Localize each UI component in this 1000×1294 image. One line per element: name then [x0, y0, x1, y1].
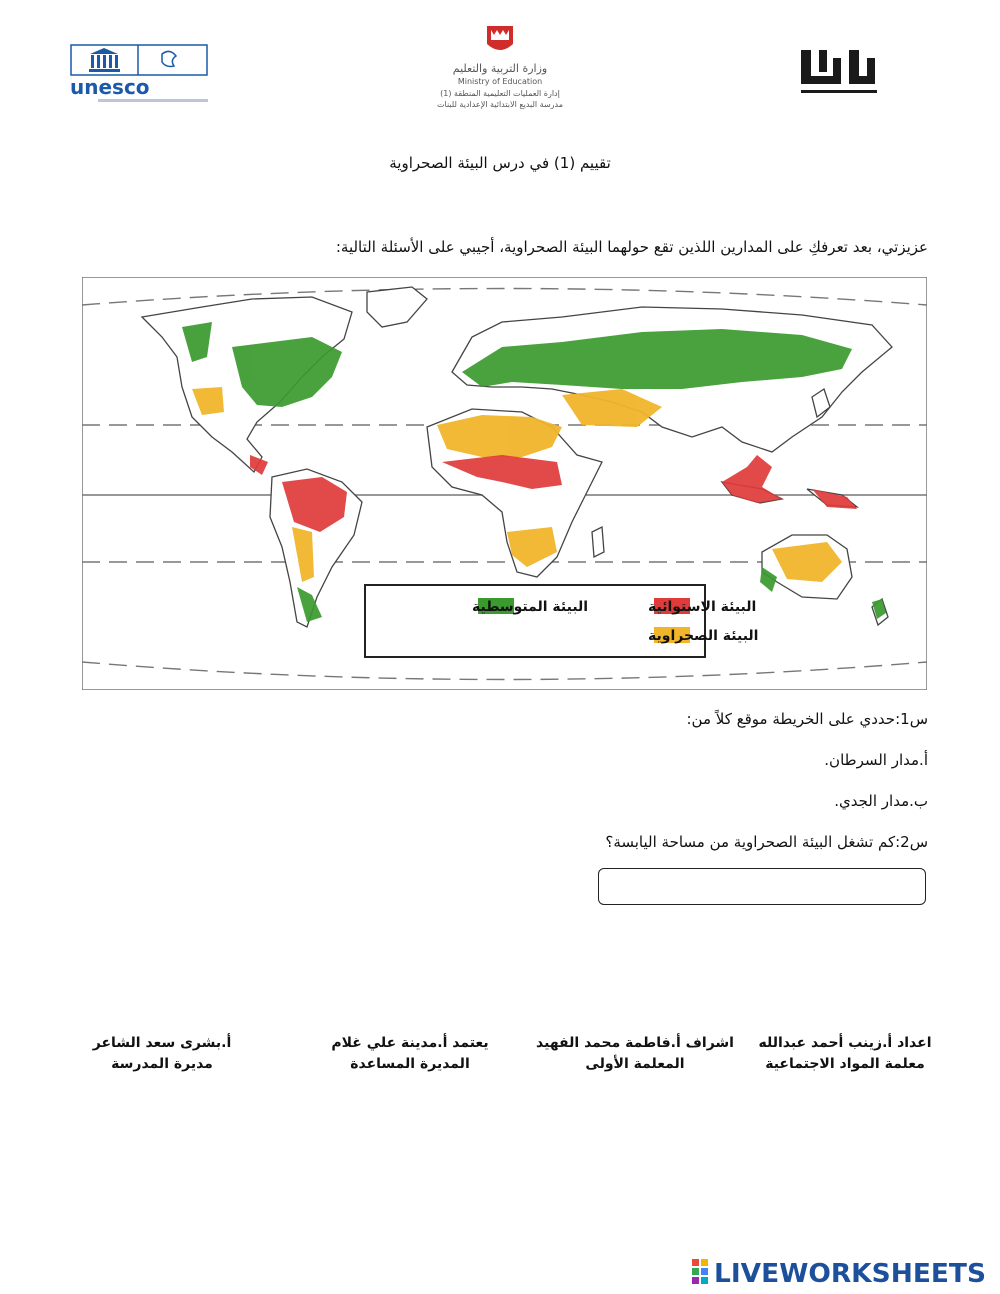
signature-preparer-name: اعداد أ.زينب أحمد عبدالله — [758, 1035, 932, 1051]
signature-supervisor — [535, 1033, 735, 1075]
school-logo — [795, 44, 883, 100]
unesco-wordmark: unesco — [70, 75, 150, 99]
intro-text: عزيزتي، بعد تعرفكِ على المدارين اللذين تقع حولهما البيئة الصحراوية، أجيبي على الأسئلة التالية: — [335, 238, 928, 256]
map-legend — [365, 585, 758, 657]
signature-preparer — [745, 1033, 945, 1075]
signature-preparer-role: معلمة المواد الاجتماعية — [765, 1056, 925, 1072]
signature-principal — [62, 1033, 262, 1075]
signature-principal-name: أ.بشرى سعد الشاعر — [92, 1035, 232, 1051]
ministry-english-name: Ministry of Education — [457, 77, 543, 86]
liveworksheets-wordmark: LIVEWORKSHEETS — [714, 1259, 986, 1286]
question-2: س2:كم تشغل البيئة الصحراوية من مساحة اليابسة؟ — [605, 833, 928, 851]
ministry-directorate: إدارة العمليات التعليمية المنطقة (1) — [440, 89, 560, 98]
unesco-logo — [70, 44, 212, 108]
liveworksheets-logo[interactable] — [690, 1254, 990, 1286]
page-title: تقييم (1) في درس البيئة الصحراوية — [389, 154, 611, 172]
signature-supervisor-role: المعلمة الأولى — [585, 1056, 685, 1072]
school-name: مدرسة البديع الابتدائية الإعدادية للبنات — [437, 100, 563, 109]
q2-answer-input[interactable] — [598, 868, 926, 905]
world-environments-map[interactable] — [82, 277, 927, 690]
signature-approver-name: يعتمد أ.مدينة علي غلام — [331, 1035, 489, 1051]
question-1a: أ.مدار السرطان. — [824, 751, 928, 769]
question-1: س1:حددي على الخريطة موقع كلاً من: — [686, 710, 928, 728]
signature-approver-role: المديرة المساعدة — [350, 1056, 470, 1072]
signature-supervisor-name: اشراف أ.فاطمة محمد الفهيد — [536, 1035, 734, 1051]
legend-mediterranean: البيئة المتوسطية — [472, 599, 589, 615]
question-1b: ب.مدار الجدي. — [834, 792, 928, 810]
ministry-arabic-name: وزارة التربية والتعليم — [452, 62, 548, 75]
ministry-logo — [395, 22, 605, 112]
signature-approver — [310, 1033, 510, 1075]
signature-principal-role: مديرة المدرسة — [111, 1056, 213, 1072]
legend-equatorial: البيئة الاستوائية — [648, 599, 757, 615]
legend-desert: البيئة الصحراوية — [648, 628, 759, 644]
